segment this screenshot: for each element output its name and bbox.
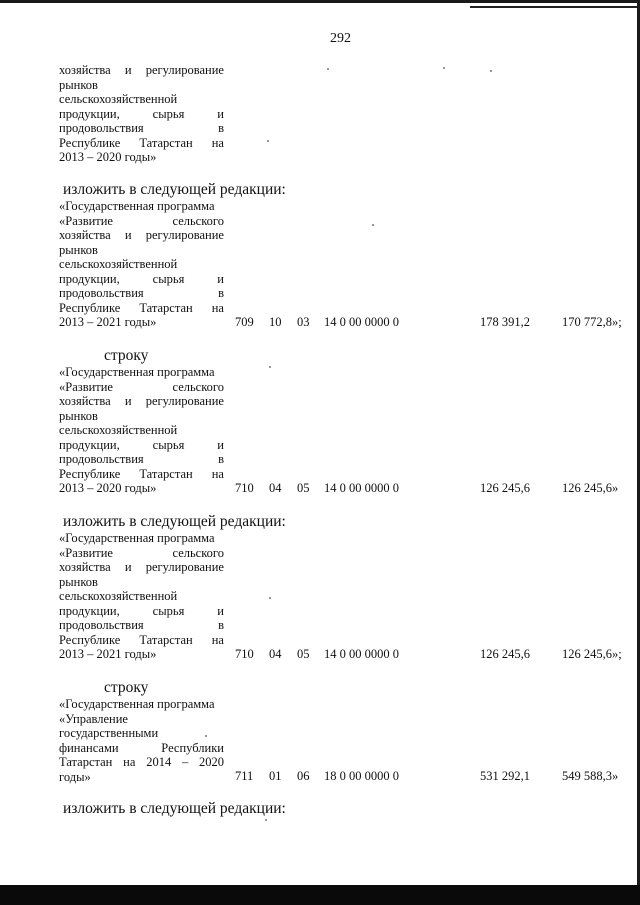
cell-ved: 710 (235, 647, 254, 661)
label-word: Республике (59, 300, 121, 315)
label-word: рынков (59, 77, 98, 92)
label-line (59, 121, 224, 136)
scan-speck (490, 70, 492, 72)
label-word: хозяйства (59, 560, 111, 574)
label-word: «Государственная программа (59, 531, 215, 545)
cell-csr: 14 0 00 0000 0 (324, 315, 399, 329)
instruction-heading: изложить в следующей редакции: (63, 513, 286, 530)
label-word: на (211, 300, 224, 315)
label-word: и (124, 560, 132, 574)
cell-rz: 04 (269, 647, 282, 661)
scan-speck (205, 735, 207, 737)
label-line (59, 726, 224, 741)
scan-speck (269, 366, 271, 368)
label-word: в (218, 121, 224, 135)
instruction-heading: строку (104, 347, 149, 364)
label-word: в (218, 618, 224, 632)
label-word: рынков (59, 574, 98, 589)
label-word: «Управление (59, 711, 128, 726)
label-line (59, 150, 224, 165)
label-word: Татарстан (59, 755, 113, 769)
program-label (59, 199, 224, 330)
label-word: сельского (172, 213, 224, 228)
label-line (59, 633, 224, 648)
label-line (59, 63, 224, 78)
label-word: и (217, 603, 224, 618)
label-line (59, 712, 224, 727)
label-word: продовольствия (59, 121, 144, 135)
label-word: и (124, 394, 132, 408)
label-word: 2013 – 2021 годы» (59, 647, 157, 661)
label-word: 2013 – 2020 годы» (59, 150, 157, 164)
label-word: Татарстан (139, 466, 193, 481)
label-word: сельского (172, 379, 224, 394)
label-word: Республике (59, 466, 121, 481)
label-line (59, 546, 224, 561)
program-label (59, 63, 224, 165)
label-line (59, 301, 224, 316)
label-word: хозяйства (59, 63, 111, 77)
label-line (59, 199, 224, 214)
cell-pr: 06 (297, 769, 310, 783)
label-word: Республике (59, 632, 121, 647)
label-word: 2020 (199, 755, 224, 769)
label-line (59, 286, 224, 301)
scan-speck (265, 819, 267, 821)
label-line (59, 755, 224, 770)
label-line (59, 438, 224, 453)
label-line (59, 214, 224, 229)
program-label (59, 697, 224, 784)
label-word: на (211, 632, 224, 647)
label-line (59, 531, 224, 546)
label-line (59, 78, 224, 93)
label-word: сырья (152, 106, 185, 121)
cell-csr: 18 0 00 0000 0 (324, 769, 399, 783)
label-word: и (217, 271, 224, 286)
label-line (59, 257, 224, 272)
label-word: рынков (59, 242, 98, 257)
label-word: «Государственная программа (59, 199, 215, 213)
label-word: регулирование (145, 560, 224, 574)
instruction-heading: строку (104, 679, 149, 696)
cell-amount-1: 126 245,6 (480, 481, 530, 495)
cell-ved: 709 (235, 315, 254, 329)
label-word: Татарстан (139, 135, 193, 150)
label-word: в (218, 452, 224, 466)
label-word: регулирование (145, 394, 224, 408)
label-word: сельскохозяйственной (59, 92, 178, 106)
cell-amount-2: 549 588,3» (562, 769, 619, 783)
label-word: Татарстан (139, 300, 193, 315)
label-line (59, 770, 224, 785)
label-line (59, 409, 224, 424)
cell-amount-1: 126 245,6 (480, 647, 530, 661)
label-line (59, 741, 224, 756)
label-line (59, 272, 224, 287)
cell-ved: 711 (235, 769, 254, 783)
label-word: Татарстан (139, 632, 193, 647)
cell-pr: 05 (297, 647, 310, 661)
label-line (59, 575, 224, 590)
label-word: сельскохозяйственной (59, 423, 178, 437)
label-word: сырья (152, 437, 185, 452)
label-line (59, 380, 224, 395)
cell-amount-2: 126 245,6»; (562, 647, 622, 661)
label-line (59, 92, 224, 107)
label-word: и (124, 228, 132, 242)
label-line (59, 618, 224, 633)
cell-rz: 01 (269, 769, 282, 783)
label-word: на (123, 755, 136, 769)
label-line (59, 136, 224, 151)
label-line (59, 647, 224, 662)
cell-amount-2: 170 772,8»; (562, 315, 622, 329)
program-label (59, 531, 224, 662)
cell-rz: 10 (269, 315, 282, 329)
label-word: продовольствия (59, 286, 144, 300)
label-line (59, 365, 224, 380)
label-word: регулирование (145, 228, 224, 242)
label-word: сельскохозяйственной (59, 257, 178, 271)
label-line (59, 467, 224, 482)
cell-csr: 14 0 00 0000 0 (324, 647, 399, 661)
cell-amount-2: 126 245,6» (562, 481, 619, 495)
label-word: рынков (59, 408, 98, 423)
label-line (59, 315, 224, 330)
label-line (59, 697, 224, 712)
label-line (59, 560, 224, 575)
instruction-heading: изложить в следующей редакции: (63, 181, 286, 198)
label-word: «Государственная программа (59, 697, 215, 711)
cell-pr: 03 (297, 315, 310, 329)
label-word: продовольствия (59, 452, 144, 466)
cell-pr: 05 (297, 481, 310, 495)
label-line (59, 423, 224, 438)
label-word: продукции, (59, 271, 120, 286)
label-word: продукции, (59, 106, 120, 121)
scan-speck (267, 140, 269, 142)
label-word: сырья (152, 271, 185, 286)
label-word: хозяйства (59, 394, 111, 408)
cell-amount-1: 531 292,1 (480, 769, 530, 783)
scan-speck (327, 68, 329, 70)
scan-speck (443, 67, 445, 69)
label-word: сырья (152, 603, 185, 618)
label-word: на (211, 135, 224, 150)
label-word: государственными (59, 726, 159, 740)
label-word: «Государственная программа (59, 365, 215, 379)
cell-amount-1: 178 391,2 (480, 315, 530, 329)
cell-csr: 14 0 00 0000 0 (324, 481, 399, 495)
label-word: – (181, 755, 189, 769)
cell-rz: 04 (269, 481, 282, 495)
label-word: «Развитие (59, 545, 113, 560)
label-line (59, 107, 224, 122)
label-word: и (124, 63, 132, 77)
scan-speck (269, 597, 271, 599)
label-word: и (217, 106, 224, 121)
label-word: продукции, (59, 603, 120, 618)
label-word: на (211, 466, 224, 481)
label-line (59, 394, 224, 409)
page-number: 292 (330, 31, 351, 46)
label-word: «Развитие (59, 379, 113, 394)
label-word: Республики (161, 740, 224, 755)
scan-speck (372, 224, 374, 226)
label-line (59, 604, 224, 619)
label-word: 2013 – 2021 годы» (59, 315, 157, 329)
scan-top-border (0, 0, 640, 3)
label-word: 2013 – 2020 годы» (59, 481, 157, 495)
label-line (59, 452, 224, 467)
instruction-heading: изложить в следующей редакции: (63, 800, 286, 817)
label-line (59, 228, 224, 243)
label-word: продукции, (59, 437, 120, 452)
scan-top-right-line (470, 6, 640, 8)
label-word: Республике (59, 135, 121, 150)
label-word: в (218, 286, 224, 300)
label-word: финансами (59, 740, 119, 755)
label-word: сельскохозяйственной (59, 589, 178, 603)
scan-bottom-band (0, 885, 640, 905)
label-word: регулирование (145, 63, 224, 77)
label-word: 2014 (146, 755, 172, 769)
label-word: «Развитие (59, 213, 113, 228)
label-word: продовольствия (59, 618, 144, 632)
label-word: и (217, 437, 224, 452)
cell-ved: 710 (235, 481, 254, 495)
label-word: хозяйства (59, 228, 111, 242)
label-line (59, 481, 224, 496)
label-line (59, 589, 224, 604)
label-word: сельского (172, 545, 224, 560)
label-word: годы» (59, 769, 91, 784)
label-line (59, 243, 224, 258)
program-label (59, 365, 224, 496)
